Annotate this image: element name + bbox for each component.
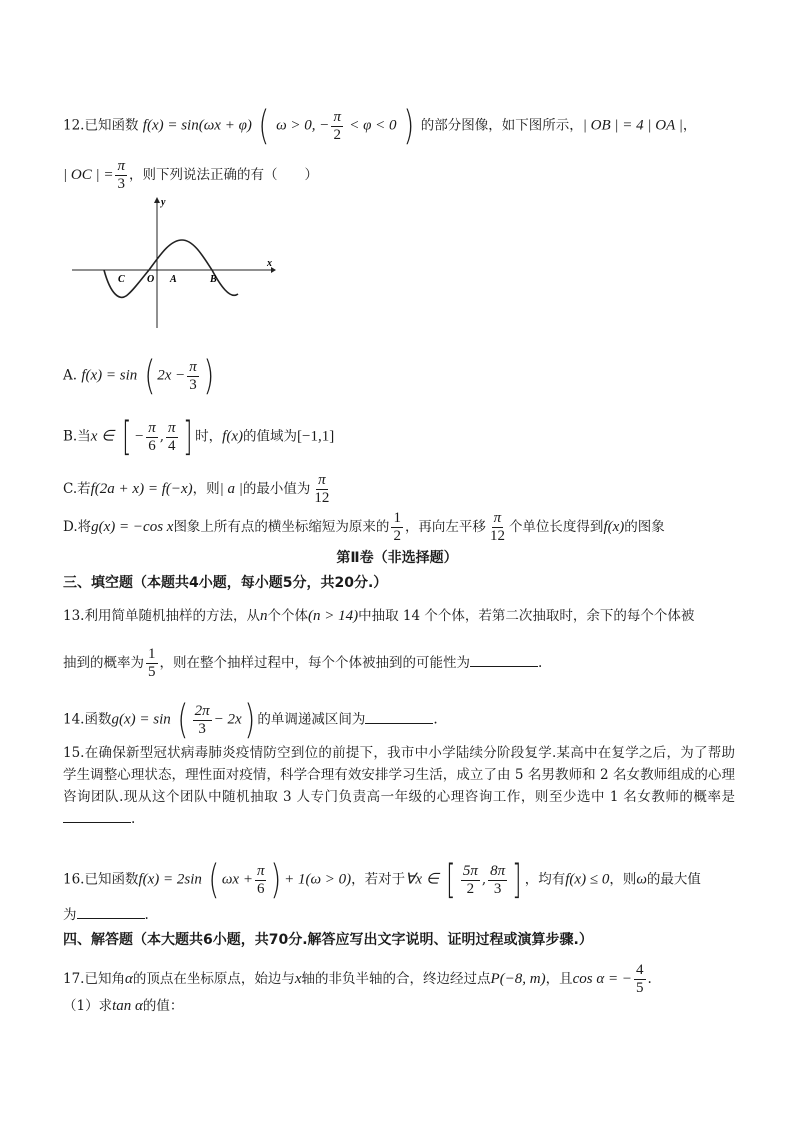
option-d-g: g(x) = −cos x [91,519,174,535]
q14-text-1: 14.函数 [63,711,112,728]
option-b-frac-2 [166,420,178,455]
q12-condition-a: ω > 0, − [276,117,330,134]
q13-text-3: 中抽取 14 个个体，若第二次抽取时，余下的每个个体被 [358,608,695,624]
option-a [63,353,216,399]
q12-function: f(x) = sin(ωx + φ) [142,117,252,134]
option-b-mid: 时， [195,428,223,445]
q16-text-4: ，则 [609,871,637,888]
q12-condition-b: < φ < 0 [349,117,397,134]
paren-open: ( [143,353,155,399]
q16-ineq: f(x) ≤ 0 [565,871,610,888]
option-b-x: x ∈ [90,428,115,445]
paren-open: ( [177,697,189,743]
option-b-frac-1 [146,420,158,455]
q14-text-2: 的单调递减区间为 [257,711,366,728]
q17-text-1: 17.已知角 [63,971,125,987]
denominator: 5 [636,980,644,996]
numerator: 8π [490,862,506,879]
q12-pi-over-3 [115,158,127,193]
q12-relation: | OB | = 4 | OA | [582,117,683,134]
q13-text-1: 13.利用简单随机抽样的方法，从 [63,608,260,624]
paren-open: ( [208,857,220,903]
q17-alpha: α [124,971,133,987]
numerator: π [318,472,326,488]
option-a-inner: 2x − [157,367,186,384]
q13-text-4: 抽到的概率为 [63,655,144,671]
numerator: 2π [194,702,210,719]
q16-f: f(x) = 2sin [138,871,202,888]
option-b: B.当x ∈ [ − $\frac{\pi}{6}$ , $\frac{\pi}{4}$ ] 时，f(x)的值域为[−1,1] [63,414,335,460]
y-axis-arrow [154,197,160,203]
q13-text-2: 个个体 [267,608,308,624]
denominator: 2 [393,528,401,544]
denominator: 12 [489,528,505,544]
q15-answer-blank[interactable] [63,808,131,823]
paren-close: ) [203,353,215,399]
option-d-frac-1 [391,510,403,545]
q16-text-5: 的最大值 [646,871,701,888]
q14-answer-blank[interactable] [365,709,433,724]
denominator: 3 [117,176,125,192]
numerator: π [148,419,156,436]
option-d-frac-2 [488,510,507,545]
option-a-label: A. [63,367,78,384]
denominator: 2 [333,126,341,143]
option-b-tail: 的值域为 [243,428,297,445]
option-c-tail: 的最小值为 [242,481,311,497]
bracket-close: ] [512,857,522,903]
denominator: 5 [148,664,156,680]
q15-end: . [131,811,136,827]
option-d-text-2: ，再向左平移 [404,519,486,535]
label-b: B [210,274,217,285]
q16-frac-a [461,863,480,898]
q17-text-4: ，且 [545,971,573,987]
q13-end: . [538,655,543,671]
numerator: 5π [462,862,478,879]
q16-end: . [144,907,149,923]
q16-text-2: ，若对于 [351,871,406,888]
q16-text-3: ，均有 [524,871,566,888]
numerator: π [333,108,341,125]
option-d-fx: f(x) [603,519,625,535]
q16-frac [255,863,267,898]
denominator: 3 [493,880,502,897]
q12-tail: ，则下列说法正确的有（ ） [128,167,318,183]
q13-line-1 [63,606,694,626]
label-y: y [161,197,166,208]
q16-answer-blank[interactable] [77,904,145,919]
denominator: 6 [148,437,156,454]
q17-end: . [647,971,652,987]
q16-omega: ω [636,871,647,888]
option-b-fx: f(x) [222,428,243,445]
q14-frac [193,703,212,738]
q13-text-5: ，则在整个抽样过程中，每个个体被抽到的可能性为 [159,655,470,671]
q13-condition: (n > 14) [307,608,359,624]
numerator: π [256,862,265,879]
label-a: A [170,274,177,285]
label-o: O [147,274,155,285]
q17-cos: cos α = − [572,971,633,987]
q12-oc: | OC | = [63,167,114,183]
option-c-mid: ，则 [192,481,220,497]
numerator: 1 [148,646,156,662]
option-c-label: C.若 [63,481,91,497]
sine-curve [104,240,238,297]
q16-plus: + 1(ω > 0) [284,871,352,888]
option-b-neg: − [134,428,145,445]
q17-text-3: 轴的非负半轴的合，终边经过点 [301,971,491,987]
numerator: π [168,419,176,436]
option-d [63,510,665,545]
option-c-frac [312,472,331,507]
q17-x: x [294,971,302,987]
q16-line-1: 16.已知函数f(x) = 2sin ( ωx + $\frac{\pi}{6}$ ) + 1(ω > 0)，若对于∀x ∈ [ $\frac{5\pi}{2}$ , $\frac{8\pi}{3}$ ] ，均有f(x) ≤ 0，则ω的最大值 [63,857,701,903]
q12-line-2 [63,158,318,193]
q13-frac [146,646,158,681]
q16-line-2 [63,904,149,925]
sine-graph [66,193,280,333]
bracket-open: [ [121,414,131,460]
q16-text-1: 16.已知函数 [63,871,139,888]
label-x: x [267,258,272,269]
q16-forall: ∀x ∈ [405,871,439,888]
q16-inner: ωx + [221,871,253,888]
denominator: 3 [198,720,206,737]
q17-sub1-end: 的值： [142,998,184,1014]
q12-pi-over-2 [331,109,343,144]
denominator: 6 [256,880,265,897]
q13-line-2 [63,646,542,681]
option-a-frac [187,359,199,394]
denominator: 12 [314,490,330,506]
q15-paragraph [63,742,735,830]
q12-line-1 [63,103,697,149]
q12-comma: ， [682,117,697,134]
q13-n: n [259,608,268,624]
option-c [63,472,333,507]
numerator: 4 [636,962,644,978]
option-d-text-4: 的图象 [624,519,665,535]
section3-heading: 三、填空题（本题共4小题，每小题5分，共20分.） [63,575,388,591]
paren-close: ) [403,103,415,149]
q17-point: P(−8, m) [490,971,546,987]
option-b-label: B.当 [63,428,91,445]
q17-line-1 [63,962,652,997]
denominator: 2 [466,880,475,897]
denominator: 4 [168,437,176,454]
numerator: π [189,358,197,375]
q17-subquestion-1 [63,996,183,1016]
q15-text: 15.在确保新型冠状病毒肺炎疫情防空到位的前提下，我市中小学陆续分阶段复学.某高中在复学之后，为了帮助学生调整心理状态，理性面对疫情，科学合理有效安排学习生活，成立了由 5 名男教师和 2 名女教师组成的心理咨询团队.现从这个团队中随机抽取 3 人专门负责高一年级的心理咨询工作，则至少选中 1 名女教师的概率是 [63,745,735,805]
q14-g: g(x) = sin [111,711,171,728]
bracket-close: ] [182,414,193,460]
q14-inner: − 2x [213,711,242,728]
option-d-text-3: 个单位长度得到 [508,519,604,535]
q12-text-mid: 的部分图像，如下图所示， [420,117,583,134]
numerator: 1 [393,510,401,526]
numerator: π [117,158,125,174]
paren-open: ( [258,103,270,149]
q17-frac [634,962,646,997]
q14-line [63,697,438,743]
denominator: 3 [189,376,197,393]
q12-prefix: 12.已知函数 [63,117,139,134]
q17-sub1-text: （1）求 [63,998,113,1014]
q16-frac-b [488,863,507,898]
option-b-range: [−1,1] [297,428,335,445]
option-d-text-1: 图象上所有点的横坐标缩短为原来的 [173,519,390,535]
numerator: π [493,510,502,526]
q17-tan: tan α [112,998,143,1014]
label-c: C [118,274,125,285]
q13-answer-blank[interactable] [470,652,538,667]
part2-title: 第Ⅱ卷（非选择题） [336,550,458,566]
option-c-abs: | a | [219,481,243,497]
section4-heading: 四、解答题（本大题共6小题，共70分.解答应写出文字说明、证明过程或演算步骤.） [63,932,593,948]
paren-close: ) [244,697,255,743]
option-c-eq: f(2a + x) = f(−x) [90,481,193,497]
q17-text-2: 的顶点在坐标原点，始边与 [132,971,295,987]
q16-text-6: 为 [63,907,77,923]
option-d-label: D.将 [63,519,92,535]
bracket-open: [ [446,857,456,903]
option-a-expr: f(x) = sin [81,367,138,384]
paren-close: ) [270,857,282,903]
q14-end: . [433,711,438,728]
